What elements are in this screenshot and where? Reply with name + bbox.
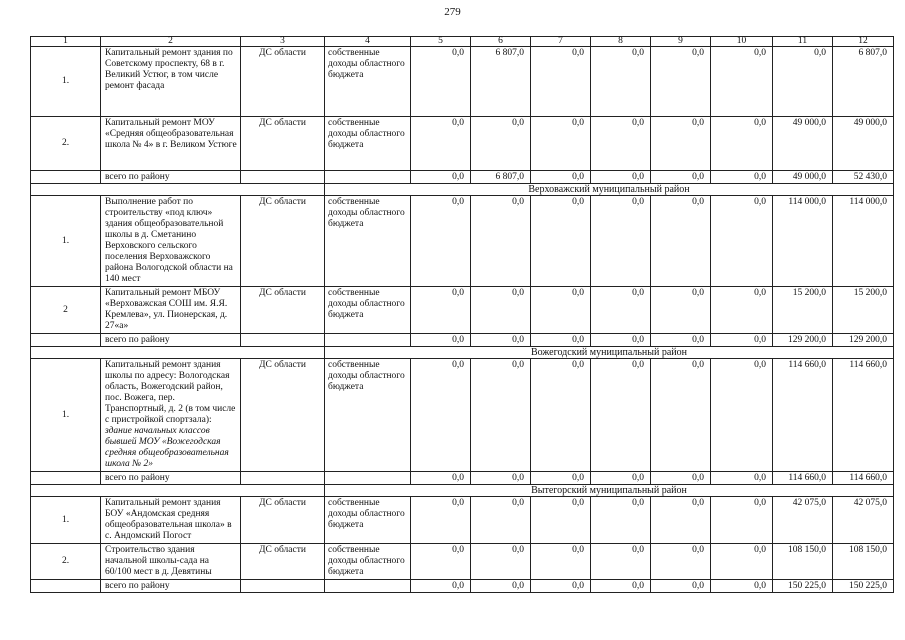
total-label: всего по району [101,580,241,593]
total-amount: 0,0 [711,472,773,485]
row-number: 1. [31,359,101,472]
total-amount: 150 225,0 [833,580,894,593]
funding-source: собственные доходы областного бюджета [325,287,411,334]
column-number: 1 [31,37,101,47]
amount-cell: 0,0 [471,544,531,580]
amount-cell: 0,0 [411,544,471,580]
amount-cell: 0,0 [773,47,833,117]
funding-source: собственные доходы областного бюджета [325,544,411,580]
funding-holder: ДС области [241,544,325,580]
district-section-row [31,184,894,196]
amount-cell: 0,0 [711,117,773,171]
amount-cell: 0,0 [711,544,773,580]
column-number: 3 [241,37,325,47]
object-name-text: Капитальный ремонт здания БОУ «Андомская средняя общеобразовательная школа» в с. Андомский Погост [105,498,232,541]
funding-source: собственные доходы областного бюджета [325,196,411,287]
amount-cell: 6 807,0 [471,47,531,117]
object-name [101,359,241,472]
amount-cell: 108 150,0 [773,544,833,580]
amount-cell: 114 660,0 [773,359,833,472]
total-spacer [241,580,325,593]
column-number: 11 [773,37,833,47]
funding-source: собственные доходы областного бюджета [325,47,411,117]
total-amount: 0,0 [711,334,773,347]
column-number-row [31,37,894,47]
budget-table [30,36,894,593]
total-spacer [325,334,411,347]
amount-cell: 0,0 [651,359,711,472]
total-amount: 0,0 [411,472,471,485]
total-amount: 114 660,0 [833,472,894,485]
total-amount: 52 430,0 [833,171,894,184]
amount-cell: 15 200,0 [833,287,894,334]
district-total-row [31,334,894,347]
amount-cell: 0,0 [471,359,531,472]
total-amount: 6 807,0 [471,171,531,184]
amount-cell: 114 660,0 [833,359,894,472]
district-title: Вытегорский муниципальный район [325,485,894,497]
district-title: Верховажский муниципальный район [325,184,894,196]
column-number: 9 [651,37,711,47]
funding-holder: ДС области [241,497,325,544]
amount-cell: 0,0 [711,287,773,334]
funding-holder: ДС области [241,47,325,117]
total-label: всего по району [101,334,241,347]
total-spacer [241,171,325,184]
amount-cell: 0,0 [471,196,531,287]
amount-cell: 42 075,0 [833,497,894,544]
amount-cell: 0,0 [411,196,471,287]
section-spacer [31,347,325,359]
amount-cell: 0,0 [411,497,471,544]
total-amount: 0,0 [651,580,711,593]
amount-cell: 114 000,0 [773,196,833,287]
amount-cell: 0,0 [411,359,471,472]
object-name [101,497,241,544]
district-total-row [31,171,894,184]
object-name-text: Капитальный ремонт МОУ «Средняя общеобразовательная школа № 4» в г. Великом Устюге [105,118,237,150]
funding-source: собственные доходы областного бюджета [325,359,411,472]
district-total-row [31,580,894,593]
funding-holder: ДС области [241,359,325,472]
column-number: 8 [591,37,651,47]
total-amount: 0,0 [711,171,773,184]
amount-cell: 0,0 [591,117,651,171]
total-label: всего по району [101,472,241,485]
total-amount: 0,0 [591,580,651,593]
amount-cell: 0,0 [531,117,591,171]
column-number: 12 [833,37,894,47]
total-amount: 0,0 [471,580,531,593]
row-number: 2. [31,544,101,580]
district-section-row [31,347,894,359]
district-title: Вожегодский муниципальный район [325,347,894,359]
object-name-text: Выполнение работ по строительству «под ключ» здания общеобразовательной школы в д. Сметанино Верховского сельского поселения Верховажского района Вологодской области на 140 мест [105,197,233,284]
table-row [31,196,894,287]
total-amount: 150 225,0 [773,580,833,593]
row-number: 1. [31,47,101,117]
row-number: 1. [31,497,101,544]
object-name [101,544,241,580]
object-name [101,47,241,117]
total-amount: 0,0 [651,171,711,184]
object-name-text: Строительство здания начальной школы-сада на 60/100 мест в д. Девятины [105,545,212,577]
amount-cell: 49 000,0 [773,117,833,171]
total-amount: 0,0 [411,334,471,347]
funding-source: собственные доходы областного бюджета [325,497,411,544]
row-number: 1. [31,196,101,287]
table-row [31,287,894,334]
amount-cell: 0,0 [591,544,651,580]
table-row [31,117,894,171]
object-name [101,117,241,171]
amount-cell: 0,0 [471,117,531,171]
total-amount: 129 200,0 [773,334,833,347]
row-number: 2. [31,117,101,171]
total-spacer [241,472,325,485]
table-row [31,544,894,580]
amount-cell: 0,0 [651,47,711,117]
amount-cell: 0,0 [711,359,773,472]
amount-cell: 0,0 [531,544,591,580]
total-amount: 0,0 [591,472,651,485]
total-amount: 0,0 [471,334,531,347]
section-spacer [31,184,325,196]
total-amount: 0,0 [591,334,651,347]
funding-holder: ДС области [241,117,325,171]
total-amount: 0,0 [591,171,651,184]
amount-cell: 0,0 [531,359,591,472]
total-spacer [325,472,411,485]
total-amount: 0,0 [531,472,591,485]
total-spacer [325,171,411,184]
total-spacer [325,580,411,593]
page-number: 279 [444,6,461,18]
object-name [101,287,241,334]
amount-cell: 42 075,0 [773,497,833,544]
funding-holder: ДС области [241,287,325,334]
total-amount: 0,0 [531,171,591,184]
amount-cell: 0,0 [711,497,773,544]
column-number: 4 [325,37,411,47]
total-spacer [31,580,101,593]
total-amount: 0,0 [651,334,711,347]
amount-cell: 0,0 [531,196,591,287]
amount-cell: 0,0 [531,497,591,544]
table-body [31,37,894,593]
district-total-row [31,472,894,485]
table-row [31,497,894,544]
total-amount: 0,0 [531,334,591,347]
amount-cell: 0,0 [591,196,651,287]
district-section-row [31,485,894,497]
row-number: 2 [31,287,101,334]
funding-source: собственные доходы областного бюджета [325,117,411,171]
object-name-text: Капитальный ремонт здания по Советскому проспекту, 68 в г. Великий Устюг, в том числе ремонт фасада [105,48,233,91]
object-name-text: Капитальный ремонт МБОУ «Верховажская СОШ им. Я.Я. Кремлева», ул. Пионерская, д. 27«а» [105,288,228,331]
amount-cell: 0,0 [471,287,531,334]
table-row [31,47,894,117]
total-amount: 0,0 [411,580,471,593]
amount-cell: 6 807,0 [833,47,894,117]
column-number: 10 [711,37,773,47]
amount-cell: 0,0 [591,287,651,334]
total-amount: 0,0 [411,171,471,184]
amount-cell: 0,0 [411,117,471,171]
amount-cell: 0,0 [591,47,651,117]
object-name-text: Капитальный ремонт здания школы по адресу: Вологодская область, Вожегодский район, пос. Вожега, пер. Транспортный, д. 2 (в том числе с пристройкой спортзала): [105,360,236,425]
table-row [31,359,894,472]
total-label: всего по району [101,171,241,184]
object-name [101,196,241,287]
amount-cell: 0,0 [591,359,651,472]
total-amount: 0,0 [651,472,711,485]
total-amount: 0,0 [531,580,591,593]
amount-cell: 0,0 [651,196,711,287]
amount-cell: 0,0 [711,196,773,287]
section-spacer [31,485,325,497]
amount-cell: 114 000,0 [833,196,894,287]
amount-cell: 0,0 [411,287,471,334]
column-number: 7 [531,37,591,47]
amount-cell: 0,0 [531,47,591,117]
total-amount: 0,0 [471,472,531,485]
amount-cell: 0,0 [711,47,773,117]
amount-cell: 108 150,0 [833,544,894,580]
total-spacer [31,472,101,485]
funding-holder: ДС области [241,196,325,287]
amount-cell: 15 200,0 [773,287,833,334]
total-amount: 0,0 [711,580,773,593]
amount-cell: 0,0 [531,287,591,334]
amount-cell: 0,0 [651,117,711,171]
object-name-note: здание начальных классов бывшей МОУ «Вожегодская средняя общеобразовательная школа № 2» [105,426,229,469]
total-spacer [31,171,101,184]
amount-cell: 49 000,0 [833,117,894,171]
amount-cell: 0,0 [651,544,711,580]
total-amount: 129 200,0 [833,334,894,347]
column-number: 2 [101,37,241,47]
amount-cell: 0,0 [651,497,711,544]
amount-cell: 0,0 [651,287,711,334]
total-spacer [241,334,325,347]
column-number: 5 [411,37,471,47]
total-spacer [31,334,101,347]
amount-cell: 0,0 [411,47,471,117]
total-amount: 114 660,0 [773,472,833,485]
amount-cell: 0,0 [471,497,531,544]
total-amount: 49 000,0 [773,171,833,184]
amount-cell: 0,0 [591,497,651,544]
column-number: 6 [471,37,531,47]
